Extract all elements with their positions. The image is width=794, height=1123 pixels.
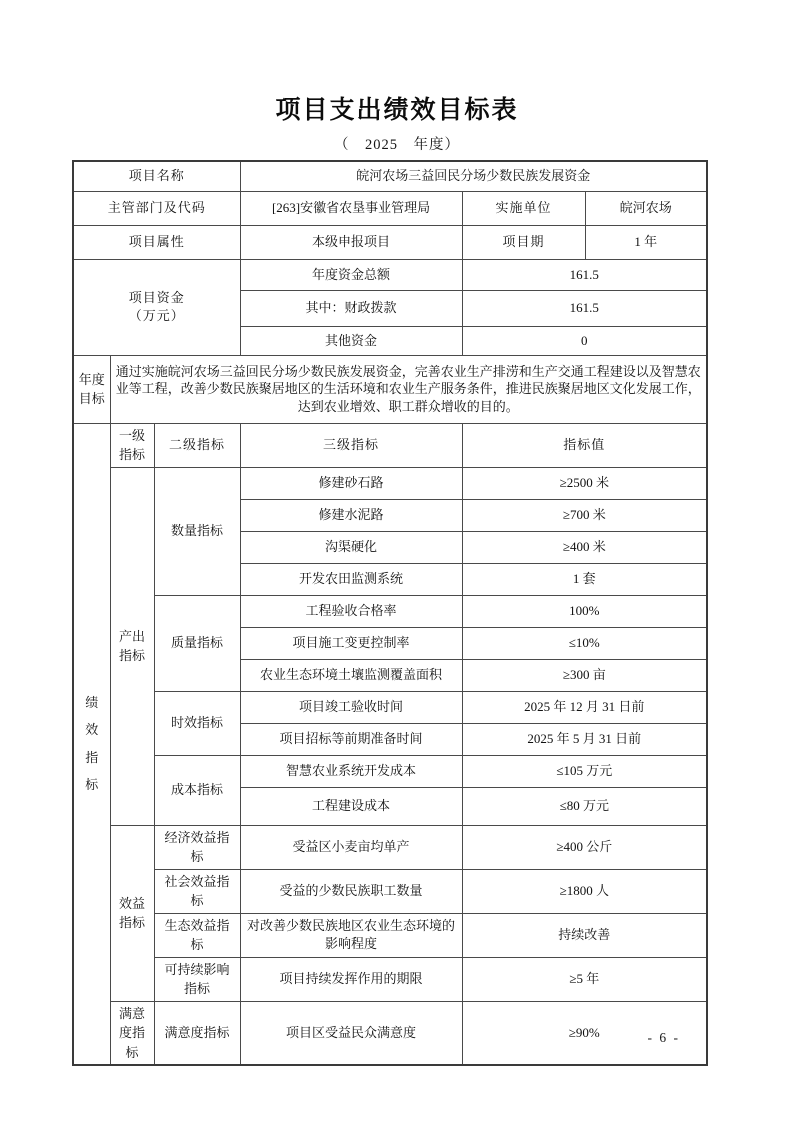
project-name-label: 项目名称 bbox=[73, 161, 240, 191]
level1-benefit: 效益指标 bbox=[110, 825, 154, 1001]
level1-output: 产出指标 bbox=[110, 467, 154, 825]
indicator-l3-cell: 修建水泥路 bbox=[240, 499, 462, 531]
indicator-l3-cell: 对改善少数民族地区农业生态环境的影响程度 bbox=[240, 913, 462, 957]
indicator-value-cell: 持续改善 bbox=[462, 913, 707, 957]
indicator-l3-cell: 智慧农业系统开发成本 bbox=[240, 755, 462, 787]
page-number: - 6 - bbox=[647, 1030, 680, 1045]
indicator-value-cell: ≥400 米 bbox=[462, 531, 707, 563]
header-level1: 一级指标 bbox=[110, 423, 154, 467]
indicator-l3-cell: 工程建设成本 bbox=[240, 787, 462, 825]
indicator-l3-cell: 开发农田监测系统 bbox=[240, 563, 462, 595]
indicator-value-cell: ≥300 亩 bbox=[462, 659, 707, 691]
dept-label: 主管部门及代码 bbox=[73, 191, 240, 225]
indicator-value-cell: ≤80 万元 bbox=[462, 787, 707, 825]
indicator-value-cell: ≤10% bbox=[462, 627, 707, 659]
dept-value: [263]安徽省农垦事业管理局 bbox=[240, 191, 462, 225]
project-name-value: 皖河农场三益回民分场少数民族发展资金 bbox=[240, 161, 707, 191]
indicator-l3-cell: 沟渠硬化 bbox=[240, 531, 462, 563]
funds-row-name: 年度资金总额 bbox=[240, 259, 462, 290]
attr-value: 本级申报项目 bbox=[240, 225, 462, 259]
indicator-value-cell: ≤105 万元 bbox=[462, 755, 707, 787]
funds-row-value: 161.5 bbox=[462, 259, 707, 290]
indicator-value-cell: ≥1800 人 bbox=[462, 869, 707, 913]
indicator-l3-cell: 工程验收合格率 bbox=[240, 595, 462, 627]
indicator-value-cell: ≥700 米 bbox=[462, 499, 707, 531]
indicator-value-cell: ≥5 年 bbox=[462, 957, 707, 1001]
period-value: 1 年 bbox=[585, 225, 707, 259]
level2-social: 社会效益指标 bbox=[154, 869, 240, 913]
indicator-value-cell: 2025 年 5 月 31 日前 bbox=[462, 723, 707, 755]
indicator-value-cell: ≥2500 米 bbox=[462, 467, 707, 499]
indicator-l3-cell: 项目区受益民众满意度 bbox=[240, 1001, 462, 1065]
indicator-l3-cell: 农业生态环境土壤监测覆盖面积 bbox=[240, 659, 462, 691]
indicator-value-cell: 2025 年 12 月 31 日前 bbox=[462, 691, 707, 723]
annual-goal-text: 通过实施皖河农场三益回民分场少数民族发展资金，完善农业生产排涝和生产交通工程建设以及智慧农业等工程，改善少数民族聚居地区的生活环境和农业生产服务条件，推进民族聚居地区文化发展工作，达到农业增效、职工群众增收的目的。 bbox=[110, 355, 707, 423]
level2-quantity: 数量指标 bbox=[154, 467, 240, 595]
page-title: 项目支出绩效目标表 bbox=[275, 96, 519, 124]
header-value: 指标值 bbox=[462, 423, 707, 467]
funds-label-line2: （万元） bbox=[128, 308, 185, 323]
impl-unit-label: 实施单位 bbox=[462, 191, 585, 225]
annual-goal-label: 年度目标 bbox=[73, 355, 110, 423]
funds-row-value: 0 bbox=[462, 326, 707, 355]
indicator-value-cell: ≥400 公斤 bbox=[462, 825, 707, 869]
level2-ecological: 生态效益指标 bbox=[154, 913, 240, 957]
level2-sustainability: 可持续影响指标 bbox=[154, 957, 240, 1001]
indicator-l3-cell: 项目施工变更控制率 bbox=[240, 627, 462, 659]
indicator-l3-cell: 项目持续发挥作用的期限 bbox=[240, 957, 462, 1001]
funds-row-value: 161.5 bbox=[462, 290, 707, 326]
impl-unit-value: 皖河农场 bbox=[585, 191, 707, 225]
header-level2: 二级指标 bbox=[154, 423, 240, 467]
attr-label: 项目属性 bbox=[73, 225, 240, 259]
level2-quality: 质量指标 bbox=[154, 595, 240, 691]
indicator-l3-cell: 项目竣工验收时间 bbox=[240, 691, 462, 723]
funds-label bbox=[73, 259, 240, 355]
performance-target-table bbox=[72, 160, 708, 1066]
header-level3: 三级指标 bbox=[240, 423, 462, 467]
level2-cost: 成本指标 bbox=[154, 755, 240, 825]
level2-economic: 经济效益指标 bbox=[154, 825, 240, 869]
indicator-l3-cell: 项目招标等前期准备时间 bbox=[240, 723, 462, 755]
indicators-section-label: 绩效指标 bbox=[73, 423, 110, 1065]
page-subtitle: （ 2025 年度） bbox=[334, 137, 460, 153]
indicator-l3-cell: 修建砂石路 bbox=[240, 467, 462, 499]
indicator-l3-cell: 受益区小麦亩均单产 bbox=[240, 825, 462, 869]
funds-row-name: 其他资金 bbox=[240, 326, 462, 355]
funds-row-name: 其中：财政拨款 bbox=[240, 290, 462, 326]
level1-satisfaction: 满意度指标 bbox=[110, 1001, 154, 1065]
indicator-l3-cell: 受益的少数民族职工数量 bbox=[240, 869, 462, 913]
indicator-value-cell: 1 套 bbox=[462, 563, 707, 595]
period-label: 项目期 bbox=[462, 225, 585, 259]
level2-satisfaction: 满意度指标 bbox=[154, 1001, 240, 1065]
level2-timeliness: 时效指标 bbox=[154, 691, 240, 755]
indicator-value-cell: ≥90% bbox=[462, 1001, 707, 1065]
indicator-value-cell: 100% bbox=[462, 595, 707, 627]
funds-label-line1: 项目资金 bbox=[128, 290, 185, 306]
